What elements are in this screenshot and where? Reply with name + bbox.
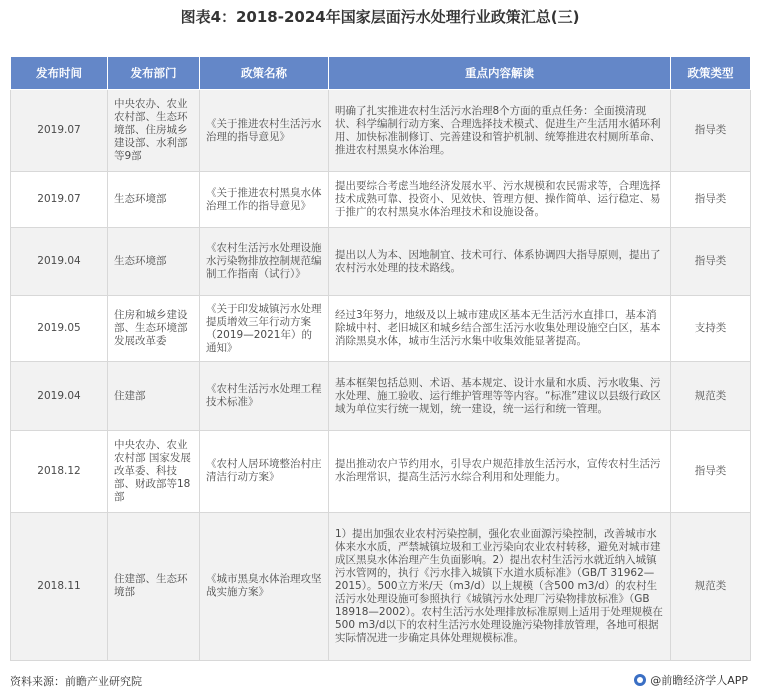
cell-content: 1）提出加强农业农村污染控制，强化农业面源污染控制，改善城市水体来水水质，严禁城镇垃圾和工业污染向农业农村转移，避免对城市建成区黑臭水体治理产生负面影响。2）提出农村生活污水就近纳入城镇污水管网的，执行《污水排入城镇下水道水质标准》（GB/T 31962—2015）。500立方米/天（m3/d）以上规模（含500 m3/d）的农村生活污水处理设施可参照执行《城镇污水处理厂污染物排放标准》（GB 18918—2002）。农村生活污水处理排放标准原则上适用于处理规模在500 m3/d以下的农村生活污水处理设施污染物排放管理，各地可根据实际情况进一步确定具体处理规模标准。 — [329, 512, 671, 660]
table-row — [11, 296, 751, 362]
cell-policy-name: 《关于印发城镇污水处理提质增效三年行动方案（2019—2021年）的通知》 — [200, 296, 329, 362]
cell-policy-name: 《关于推进农村黑臭水体治理工作的指导意见》 — [200, 172, 329, 228]
policy-table — [10, 56, 751, 661]
brand-credit — [634, 672, 748, 688]
cell-policy-name: 《关于推进农村生活污水治理的指导意见》 — [200, 90, 329, 172]
header-name: 政策名称 — [200, 57, 329, 90]
cell-date: 2019.04 — [11, 228, 108, 296]
source-note: 资料来源：前瞻产业研究院 — [10, 675, 142, 688]
header-dept: 发布部门 — [108, 57, 200, 90]
cell-type: 规范类 — [671, 512, 751, 660]
cell-date: 2019.07 — [11, 172, 108, 228]
table-row — [11, 512, 751, 660]
cell-type: 指导类 — [671, 172, 751, 228]
cell-content: 提出以人为本、因地制宜、技术可行、体系协调四大指导原则，提出了农村污水处理的技术路线。 — [329, 228, 671, 296]
cell-dept: 住建部、生态环境部 — [108, 512, 200, 660]
table-row — [11, 430, 751, 512]
header-content: 重点内容解读 — [329, 57, 671, 90]
cell-policy-name: 《城市黑臭水体治理攻坚战实施方案》 — [200, 512, 329, 660]
cell-type: 规范类 — [671, 362, 751, 430]
cell-date: 2018.12 — [11, 430, 108, 512]
page-title: 图表4：2018-2024年国家层面污水处理行业政策汇总(三) — [180, 8, 580, 26]
brand-logo-icon — [634, 674, 646, 686]
header-type: 政策类型 — [671, 57, 751, 90]
cell-type: 指导类 — [671, 228, 751, 296]
cell-date: 2019.05 — [11, 296, 108, 362]
cell-date: 2019.07 — [11, 90, 108, 172]
cell-policy-name: 《农村生活污水处理设施水污染物排放控制规范编制工作指南（试行）》 — [200, 228, 329, 296]
cell-dept: 生态环境部 — [108, 172, 200, 228]
table-row — [11, 228, 751, 296]
cell-content: 提出要综合考虑当地经济发展水平、污水规模和农民需求等，合理选择技术成熟可靠、投资小、见效快、管理方便、操作简单、运行稳定、易于推广的农村黑臭水体治理技术和设施设备。 — [329, 172, 671, 228]
cell-type: 指导类 — [671, 90, 751, 172]
table-header-row — [11, 57, 751, 90]
cell-dept: 生态环境部 — [108, 228, 200, 296]
cell-dept: 住房和城乡建设部、生态环境部 发展改革委 — [108, 296, 200, 362]
brand-label: @前瞻经济学人APP — [650, 674, 748, 687]
cell-dept: 中央农办、农业农村部 国家发展改革委、科技部、财政部等18部 — [108, 430, 200, 512]
table-row — [11, 362, 751, 430]
cell-content: 明确了扎实推进农村生活污水治理8个方面的重点任务：全面摸清现状、科学编制行动方案、合理选择技术模式、促进生产生活用水循环利用、加快标准制修订、完善建设和管护机制、统筹推进农村厕所革命、推进农村黑臭水体治理。 — [329, 90, 671, 172]
cell-dept: 住建部 — [108, 362, 200, 430]
cell-content: 基本框架包括总则、术语、基本规定、设计水量和水质、污水收集、污水处理、施工验收、运行维护管理等等内容。“标准”建议以县级行政区域为单位实行统一规划，统一建设，统一运行和统一管理。 — [329, 362, 671, 430]
cell-date: 2018.11 — [11, 512, 108, 660]
cell-type: 支持类 — [671, 296, 751, 362]
cell-policy-name: 《农村人居环境整治村庄清洁行动方案》 — [200, 430, 329, 512]
cell-policy-name: 《农村生活污水处理工程技术标准》 — [200, 362, 329, 430]
table-row — [11, 90, 751, 172]
cell-type: 指导类 — [671, 430, 751, 512]
cell-dept: 中央农办、农业农村部、生态环境部、住房城乡建设部、水利部等9部 — [108, 90, 200, 172]
cell-content: 提出推动农户节约用水，引导农户规范排放生活污水，宣传农村生活污水治理常识，提高生活污水综合利用和处理能力。 — [329, 430, 671, 512]
table-row — [11, 172, 751, 228]
cell-date: 2019.04 — [11, 362, 108, 430]
header-date: 发布时间 — [11, 57, 108, 90]
cell-content: 经过3年努力，地级及以上城市建成区基本无生活污水直排口，基本消除城中村、老旧城区和城乡结合部生活污水收集处理设施空白区，基本消除黑臭水体，城市生活污水集中收集效能显著提高。 — [329, 296, 671, 362]
